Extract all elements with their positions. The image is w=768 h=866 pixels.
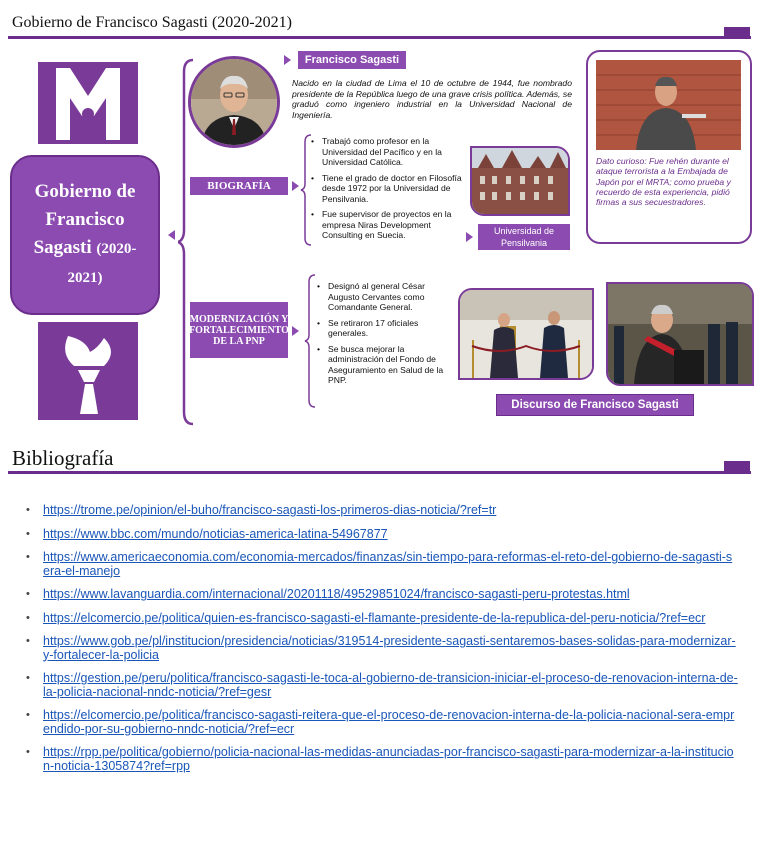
main-topic-box — [10, 155, 160, 315]
bibliography-link[interactable]: https://www.bbc.com/mundo/noticias-america-latina-54967877 — [43, 526, 388, 541]
dato-curioso-photo — [596, 60, 741, 150]
university-caption: Universidad de Pensilvania — [478, 224, 570, 250]
party-logo-torch — [38, 322, 138, 420]
main-connector-icon — [168, 230, 175, 240]
biografia-list — [310, 136, 462, 246]
main-topic-years: (2020-2021) — [67, 241, 137, 286]
bibliography-link[interactable]: https://www.americaeconomia.com/economia-mercados/finanzas/sin-tiempo-para-reformas-el-reto-del-gobierno-de-sagasti-sera-el-manejo — [43, 550, 733, 578]
modernizacion-list — [316, 281, 456, 391]
name-tag-arrow-icon — [284, 55, 291, 65]
bibliography-link[interactable]: https://elcomercio.pe/politica/quien-es-francisco-sagasti-el-flamante-presidente-de-la-republica-del-peru-noticia/?ref=ecr — [43, 610, 706, 625]
list-item: • Se retiraron 17 oficiales generales. — [316, 318, 456, 339]
list-item — [24, 612, 739, 626]
list-item — [24, 709, 739, 736]
modernizacion-arrow-icon — [292, 326, 299, 336]
bibliography-link[interactable]: https://gestion.pe/peru/politica/francisco-sagasti-le-toca-al-gobierno-de-transicion-iniciar-el-proceso-de-renovacion-interna-de-la-policia-nacional-nndc-noticia/?ref=gesr — [43, 671, 738, 699]
bibliography-link[interactable]: https://www.lavanguardia.com/internacional/20201118/49529851024/francisco-sagasti-peru-protestas.html — [43, 587, 630, 601]
modernizacion-label: MODERNIZACIÓN Y FORTALECIMIENTO DE LA PNP — [190, 302, 288, 358]
speech-caption: Discurso de Francisco Sagasti — [496, 394, 694, 416]
university-arrow-icon — [466, 232, 473, 242]
bibliography-list — [24, 504, 739, 783]
bibliography-link[interactable]: https://rpp.pe/politica/gobierno/policia-nacional-las-medidas-anunciadas-por-francisco-sagasti-para-modernizar-a-la-institucion-noticia-1305874?ref=rpp — [43, 745, 734, 773]
university-photo — [470, 146, 570, 216]
main-topic-line3: Sagasti — [33, 237, 92, 258]
name-tag: Francisco Sagasti — [298, 51, 406, 69]
main-topic-line1: Gobierno de — [34, 181, 136, 202]
bibliography-underline — [8, 471, 751, 474]
list-item: • Se busca mejorar la administración del Fondo de Aseguramiento en Salud de la PNP. — [316, 344, 456, 386]
bibliography-link[interactable]: https://trome.pe/opinion/el-buho/francisco-sagasti-los-primeros-dias-noticia/?ref=tr — [43, 503, 497, 517]
list-item — [24, 588, 739, 602]
title-accent-bar — [724, 27, 750, 39]
biografia-label: BIOGRAFÍA — [190, 177, 288, 195]
dato-curioso-text: Dato curioso: Fue rehén durante el ataque terrorista a la Embajada de Japón por el MRTA; como prueba y recuerdo de esta experiencia, pidió firmas a sus secuestradores. — [596, 156, 731, 208]
ceremony-photo — [458, 288, 594, 380]
speech-photo — [606, 282, 754, 386]
main-topic-line2: Francisco — [45, 209, 125, 230]
list-item: • Fue supervisor de proyectos en la empresa Niras Development Consulting en Suecia. — [310, 209, 462, 241]
title-underline — [8, 36, 751, 39]
list-item — [24, 528, 739, 542]
page-title: Gobierno de Francisco Sagasti (2020-2021) — [12, 14, 292, 31]
sagasti-portrait — [188, 56, 280, 148]
biografia-arrow-icon — [292, 181, 299, 191]
list-item — [24, 504, 739, 518]
party-logo-m — [38, 62, 138, 144]
list-item: • Designó al general César Augusto Cervantes como Comandante General. — [316, 281, 456, 313]
list-item — [24, 635, 739, 662]
list-item — [24, 746, 739, 773]
bibliography-title: Bibliografía — [12, 446, 114, 470]
bibliography-accent-bar — [724, 461, 750, 473]
bibliography-link[interactable]: https://elcomercio.pe/politica/francisco-sagasti-reitera-que-el-proceso-de-renovacion-interna-de-la-policia-nacional-sera-emprendido-por-su-gobierno-nndc-noticia/?ref=ecr — [43, 708, 735, 736]
list-item — [24, 672, 739, 699]
list-item: • Tiene el grado de doctor en Filosofía desde 1972 por la Universidad de Pensilvania. — [310, 173, 462, 205]
biography-intro: Nacido en la ciudad de Lima el 10 de octubre de 1944, fue nombrado presidente de la República luego de una grave crisis política. Además, se graduó como ingeniero industrial en la Universidad Nacional de Ingeniería. — [292, 78, 572, 120]
list-item — [24, 551, 739, 578]
list-item: • Trabajó como profesor en la Universidad del Pacífico y en la Universidad Católica. — [310, 136, 462, 168]
modernizacion-brace — [304, 274, 316, 408]
bibliography-link[interactable]: https://www.gob.pe/pl/institucion/presidencia/noticias/319514-presidente-sagasti-sentaremos-bases-solidas-para-modernizar-y-fortalecer-la-policia — [43, 634, 736, 662]
